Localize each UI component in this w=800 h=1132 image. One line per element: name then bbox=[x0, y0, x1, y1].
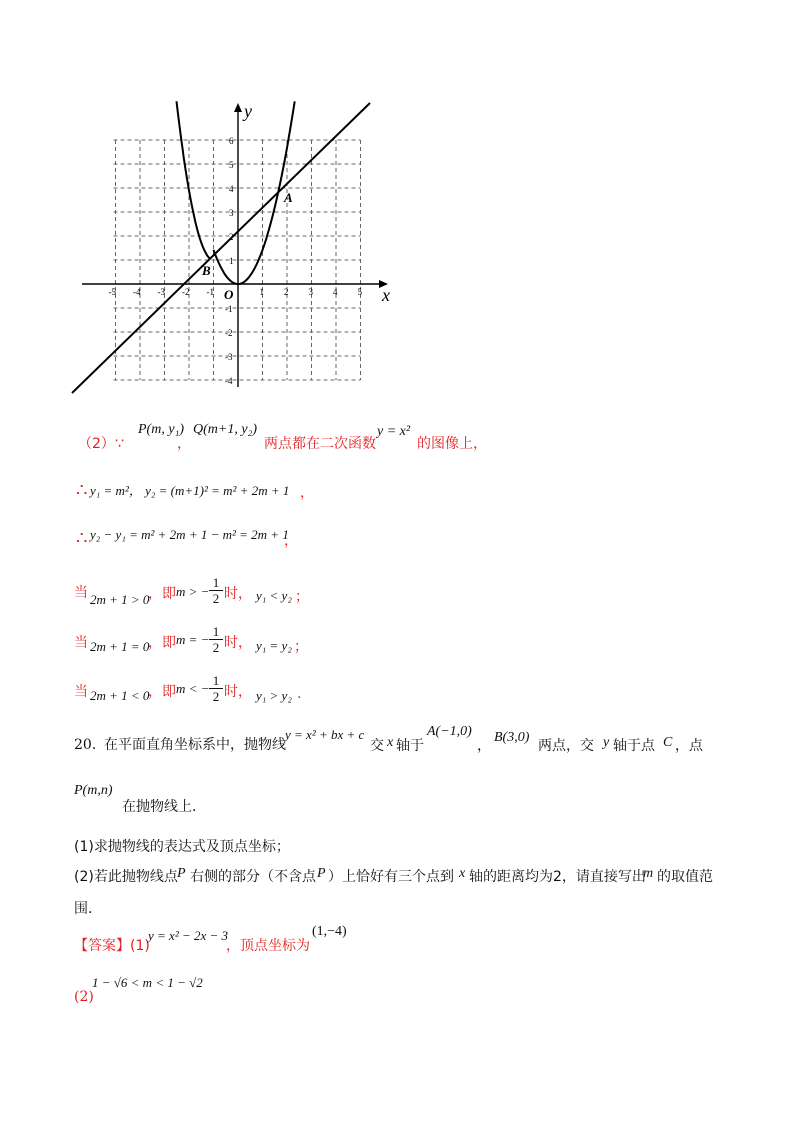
line3-math: y₂ − y₁ = m² + 2m + 1 − m² = 2m + 1 bbox=[90, 527, 289, 542]
grid-lines bbox=[114, 140, 361, 380]
q20-x: x bbox=[387, 735, 394, 750]
q20-text1: 在平面直角坐标系中，抛物线 bbox=[104, 737, 286, 753]
q20-sub2-c: ）上恰好有三个点到 bbox=[328, 869, 454, 885]
part2-text2: 的图像上， bbox=[417, 436, 487, 452]
q20-sub2-b: 右侧的部分（不含点 bbox=[190, 869, 316, 885]
tick-labels bbox=[109, 136, 363, 386]
case1-end: ； bbox=[295, 589, 309, 605]
q20-text6: ，点 bbox=[675, 738, 703, 754]
case1-condition: 2m + 1 > 0 bbox=[90, 592, 150, 607]
parabola-curve bbox=[177, 101, 210, 258]
part2-text1: 两点都在二次函数 bbox=[264, 436, 376, 452]
y-tick-label: -2 bbox=[225, 328, 233, 338]
x-tick-label: -1 bbox=[206, 287, 214, 297]
q20-sub2-e: 的取值范 bbox=[657, 869, 713, 885]
case2-when: 当 bbox=[74, 635, 88, 651]
case2-shi: 时， bbox=[224, 635, 252, 651]
therefore-symbol: ∴ bbox=[76, 480, 88, 501]
func-y-x2: y = x² bbox=[377, 424, 411, 439]
y-axis-label: y bbox=[244, 101, 252, 121]
point-a-label: A bbox=[284, 190, 293, 205]
line3-end: ， bbox=[284, 533, 298, 549]
point-p: P(m, y₁) bbox=[138, 422, 185, 437]
case1-ji: ，即 bbox=[148, 586, 176, 602]
x-tick-label: 4 bbox=[333, 287, 338, 297]
case2-m: m = − bbox=[176, 632, 210, 647]
q20-sub2-p: P bbox=[177, 866, 186, 881]
y-tick-label: 6 bbox=[229, 136, 234, 146]
comma: ， bbox=[177, 436, 191, 452]
case3-when: 当 bbox=[74, 684, 88, 700]
case3-end: . bbox=[297, 686, 302, 702]
fraction-numerator: 1 bbox=[209, 624, 223, 640]
q20-point-c: C bbox=[663, 735, 673, 750]
case3-ji: ，即 bbox=[148, 684, 176, 700]
fraction-numerator: 1 bbox=[209, 673, 223, 689]
y-tick-label: 3 bbox=[229, 208, 234, 218]
q20-point-b: B(3,0) bbox=[494, 730, 530, 745]
q20-text3: 轴于 bbox=[396, 738, 424, 754]
case2-ji: ，即 bbox=[148, 635, 176, 651]
line2-end: ， bbox=[300, 485, 314, 501]
q20-sub2-p2: P bbox=[317, 866, 326, 881]
parabola-curve-right bbox=[214, 101, 295, 284]
answer-vertex: (1,−4) bbox=[312, 924, 347, 939]
x-axis-label: x bbox=[382, 285, 390, 305]
fraction-half bbox=[209, 673, 223, 705]
y-tick-label: 2 bbox=[229, 232, 234, 242]
y-tick-label: -1 bbox=[225, 304, 233, 314]
q20-sub2-f: 围． bbox=[74, 901, 102, 917]
y-tick-label: 1 bbox=[229, 256, 234, 266]
line2-math: y₁ = m²， y₂ = (m+1)² = m² + 2m + 1 bbox=[90, 483, 290, 498]
part2-prefix: （2）∵ bbox=[78, 436, 124, 452]
point-q: Q(m+1, y₂) bbox=[193, 422, 258, 437]
q20-text7: 在抛物线上． bbox=[122, 799, 206, 815]
coordinate-graph bbox=[70, 95, 400, 400]
case1-result: y₁ < y₂ bbox=[256, 588, 292, 603]
y-tick-label: -4 bbox=[225, 376, 233, 386]
y-tick-label: 5 bbox=[229, 160, 234, 170]
x-tick-label: -2 bbox=[182, 287, 190, 297]
answer-label: 【答案】(1) bbox=[74, 938, 150, 954]
x-tick-label: 3 bbox=[308, 287, 313, 297]
case3-shi: 时， bbox=[224, 684, 252, 700]
case3-condition: 2m + 1 < 0 bbox=[90, 688, 150, 703]
q20-comma: ， bbox=[477, 738, 491, 754]
x-tick-label: 1 bbox=[259, 287, 264, 297]
point-b-label: B bbox=[202, 263, 211, 278]
q20-text5: 轴于点 bbox=[613, 738, 655, 754]
y-tick-label: -3 bbox=[225, 352, 233, 362]
answer-vertex-text: ，顶点坐标为 bbox=[226, 938, 310, 954]
q20-text2: 交 bbox=[370, 738, 384, 754]
q20-sub1: (1)求抛物线的表达式及顶点坐标； bbox=[74, 839, 290, 855]
fraction-denominator: 2 bbox=[212, 640, 220, 655]
straight-line bbox=[72, 103, 370, 393]
q20-sub2-x: x bbox=[459, 866, 466, 881]
answer-expr: y = x² − 2x − 3 bbox=[148, 928, 229, 943]
case1-shi: 时， bbox=[224, 586, 252, 602]
q20-point-a: A(−1,0) bbox=[427, 724, 472, 739]
question-number: 20． bbox=[74, 737, 106, 753]
x-tick-label: -3 bbox=[157, 287, 165, 297]
fraction-numerator: 1 bbox=[209, 575, 223, 591]
fraction-half bbox=[209, 624, 223, 656]
y-tick-label: 4 bbox=[229, 184, 234, 194]
fraction-denominator: 2 bbox=[212, 689, 220, 704]
q20-sub2-a: (2)若此抛物线点 bbox=[74, 869, 178, 885]
case2-result: y₁ = y₂ bbox=[256, 638, 292, 653]
q20-point-p: P(m,n) bbox=[74, 783, 113, 798]
q20-parabola: y = x² + bx + c bbox=[285, 727, 365, 742]
answer-part2-label: (2) bbox=[74, 989, 94, 1005]
origin-label: O bbox=[224, 287, 234, 302]
q20-y: y bbox=[603, 735, 610, 750]
case3-result: y₁ > y₂ bbox=[256, 688, 292, 703]
case1-m: m > − bbox=[176, 584, 210, 599]
x-tick-label: 2 bbox=[284, 287, 289, 297]
therefore-symbol: ∴ bbox=[76, 528, 88, 549]
y-axis-arrow bbox=[234, 103, 242, 112]
axes bbox=[82, 103, 388, 387]
fraction-half bbox=[209, 575, 223, 607]
answer-part2-expr: 1 − √6 < m < 1 − √2 bbox=[92, 975, 203, 990]
q20-sub2-d: 轴的距离均为2，请直接写出 bbox=[469, 869, 646, 885]
x-tick-label: -4 bbox=[133, 287, 141, 297]
case2-end: ； bbox=[294, 639, 308, 655]
q20-sub2-m: m bbox=[643, 866, 654, 881]
case3-m: m < − bbox=[176, 681, 210, 696]
case1-when: 当 bbox=[74, 585, 88, 601]
x-tick-label: 5 bbox=[357, 287, 362, 297]
case2-condition: 2m + 1 = 0 bbox=[90, 639, 150, 654]
x-tick-label: -5 bbox=[108, 287, 116, 297]
fraction-denominator: 2 bbox=[212, 591, 220, 606]
q20-text4: 两点，交 bbox=[538, 738, 594, 754]
